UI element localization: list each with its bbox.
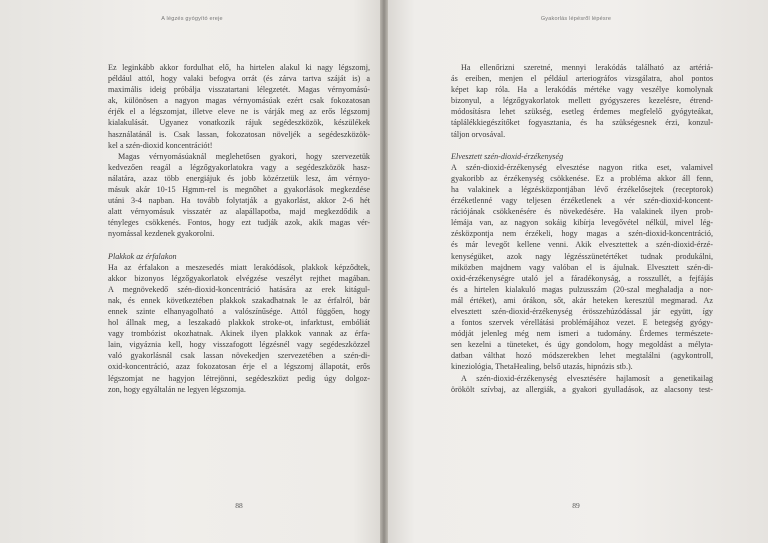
text-line: ha valakinek a légzésközpontjában lévő érzékelősejtek (receptorok) [451, 184, 713, 194]
text-line: utáni 3-4 napban. Ha tovább folytatják a gyakorlást, akkor 2-6 hét [108, 196, 370, 206]
text-line: bizonyul, a légzőgyakorlatok mellett gyógyszeres kezelésre, étrend- [451, 96, 713, 106]
text-line: másuk akár 10-15 Hgmm-rel is megnőhet a gyakorlások megkezdése [108, 185, 370, 195]
text-line: oxid-koncentráció, azaz fokozatosan érje el a légszomj állapotát, erős [108, 362, 370, 372]
text-line: kedvezően reagál a légzőgyakorlatokra vagy a segédeszközök hasz- [108, 162, 370, 172]
text-line: gyakoribb az érzékenység csökkenése. Ez a probléma akkor áll fenn, [451, 173, 713, 183]
text-line: hol állnak meg, a leszakadó plakkok stroke-ot, infarktust, embóliát [108, 318, 370, 328]
text-line: kenységüket, azok nagy légzésszünetértéket tudnak produkálni, [451, 251, 713, 261]
text-line: kel a szén-dioxid koncentrációt! [108, 140, 213, 150]
text-line: és a hirtelen kialakuló magas pulzusszám (20-szal meghaladja a nor- [451, 284, 713, 294]
section-heading: Plakkok az érfalakon [108, 251, 177, 261]
text-line: érjék el a légszomjat, illetve eleve ne is várják meg az erős légszomj [108, 107, 370, 117]
text-line: használatánál is. Csak lassan, fokozatosan növeljék a segédeszközök- [108, 129, 370, 139]
text-line: miközben majdnem vagy valóban el is ájulnak. Elvesztett szén-di- [451, 262, 713, 272]
text-line: A szén-dioxid-érzékenység elvesztése nagyon ritka eset, valamivel [451, 162, 713, 172]
text-line: ás ereiben, menjen el például arteriográfos vizsgálatra, ahol pontos [451, 74, 713, 84]
paragraph-gap [451, 140, 713, 151]
text-line: oxid-érzékenységre utaló jel a fáradékonyság, a rosszullét, a fejfájás [451, 273, 713, 283]
text-line: lémája van, az nagyon sokáig kibírja levegővétel nélkül, mivel lég- [451, 218, 713, 228]
text-line: kineziológia, ThetaHealing, belső utazás, hipnózis stb.). [451, 362, 633, 372]
page-number-right: 89 [572, 501, 580, 510]
text-line: tényleges csökkenés. Fontos, hogy ezt tudják azok, akik magas vér- [108, 218, 370, 228]
page-number-left: 88 [235, 501, 243, 510]
text-line: mál értéket), ami órákon, sőt, akár heteken keresztül megmarad. Az [451, 295, 713, 305]
running-head-right: Gyakorlás lépésről lépésre [540, 16, 612, 22]
text-line: örökölt szívbaj, az allergiák, a gyakori gyulladások, az alacsony test- [451, 384, 713, 394]
running-head-left: A légzés gyógyító ereje [161, 16, 223, 22]
text-line: Magas vérnyomásúaknál meglehetősen gyakori, hogy szervezetük [118, 151, 370, 161]
text-line: akkor bizonyos légzőgyakorlatok elvégzése veszélyt rejthet magában. [108, 273, 370, 283]
left-text-block [108, 62, 370, 395]
text-line: például attól, hogy valaki befogva orrát (és zárva tartva száját is) a [108, 74, 370, 84]
text-line: nak, és ennek következtében plakkok szakadhatnak le az érfalról, bár [108, 295, 370, 305]
text-line: maximális ideig próbálja visszatartani lélegzetét. Magas vérnyomású- [108, 85, 370, 95]
text-line: zésközpontja nem érzékeli, hogy magas a szén-dioxid-koncentráció, [451, 229, 713, 239]
text-line: kialakulását. Ugyanez vonatkozik rájuk segédeszközök, készülékek [108, 118, 370, 128]
text-line: A megnövekedő szén-dioxid-koncentráció hatására az erek kitágul- [108, 284, 370, 294]
text-line: való gyakorlásnál csak lassan növekedjen szervezetében a szén-di- [108, 351, 370, 361]
text-line: zon, hogy egyáltalán ne legyen légszomja. [108, 384, 246, 394]
text-line: nálatára, azaz több energiájuk és jobb közérzetük lesz, ám vérnyo- [108, 173, 370, 183]
text-line: vagy trombózist okozhatnak. Akinek ilyen plakkok vannak az érfa- [108, 329, 370, 339]
text-line: módosításra lehet szükség, esetleg érdemes megfelelő gyógyteákat, [451, 107, 713, 117]
paragraph-gap [108, 240, 370, 251]
text-line: ennek szinte elhanyagolható a valószínűsége. Attól függően, hogy [108, 306, 370, 316]
text-line: légszomjat ne hagyjon létrejönni, segédeszközt pedig úgy dolgoz- [108, 373, 370, 383]
text-line: lain, vigyáznia kell, hogy visszafogott légzésnél vagy segédeszközzel [108, 340, 370, 350]
text-line: módját jelenleg még nem ismeri a tudomány. Érdemes természete- [451, 329, 713, 339]
text-line: Ha az érfalakon a meszesedés miatt lerakódások, plakkok képződtek, [108, 262, 370, 272]
text-line: Ha ellenőrizni szeretné, mennyi lerakódás található az artériá- [461, 63, 713, 72]
text-line: A szén-dioxid-érzékenység elvesztésére hajlamosít a genetikailag [461, 373, 713, 383]
right-text-block [451, 62, 713, 395]
text-line: datban válthat hozó módszerekben lehet megtalálni (agykontroll, [451, 351, 713, 361]
right-page [384, 0, 768, 543]
text-line: táljon orvosával. [451, 129, 506, 139]
section-heading: Elvesztett szén-dioxid-érzékenység [451, 151, 564, 161]
book-gutter [380, 0, 388, 543]
text-line: ak, különösen a nagyon magas vérnyomásúak ezért csak fokozatosan [108, 96, 370, 106]
text-line: rációjának csökkenésére és növekedésére. Ha valakinek ilyen prob- [451, 207, 713, 217]
text-line: alatt vérnyomásuk visszatér az alapállapotba, majd megkezdődik a [108, 207, 370, 217]
text-line: táplálékkiegészítőket fogyasztania, és ha szükségesnek érzi, konzul- [451, 118, 713, 128]
text-line: sen kezelni a tüneteket, és úgy gondolom, hogy megoldást a mélyta- [451, 340, 713, 350]
text-line: képet kap róla. Ha a lerakódás mértéke vagy veszélye komolynak [451, 85, 713, 95]
text-line: elvesztett szén-dioxid-érzékenység érösszehúzódással jár együtt, így [451, 306, 713, 316]
text-line: érzéketlenné vagy teljesen érzéketlenek a vér szén-dioxid-koncent- [451, 196, 713, 206]
text-line: Ez leginkább akkor fordulhat elő, ha hirtelen alakul ki nagy légszomj, [108, 63, 370, 72]
text-line: nyomással kezdenek gyakorolni. [108, 229, 215, 239]
text-line: a fontos szervek vérellátási problémájához vezet. E betegség gyógy- [451, 318, 713, 328]
text-line: és már levegőt kellene venni. Akik elvesztettek a szén-dioxid-érzé- [451, 240, 713, 250]
